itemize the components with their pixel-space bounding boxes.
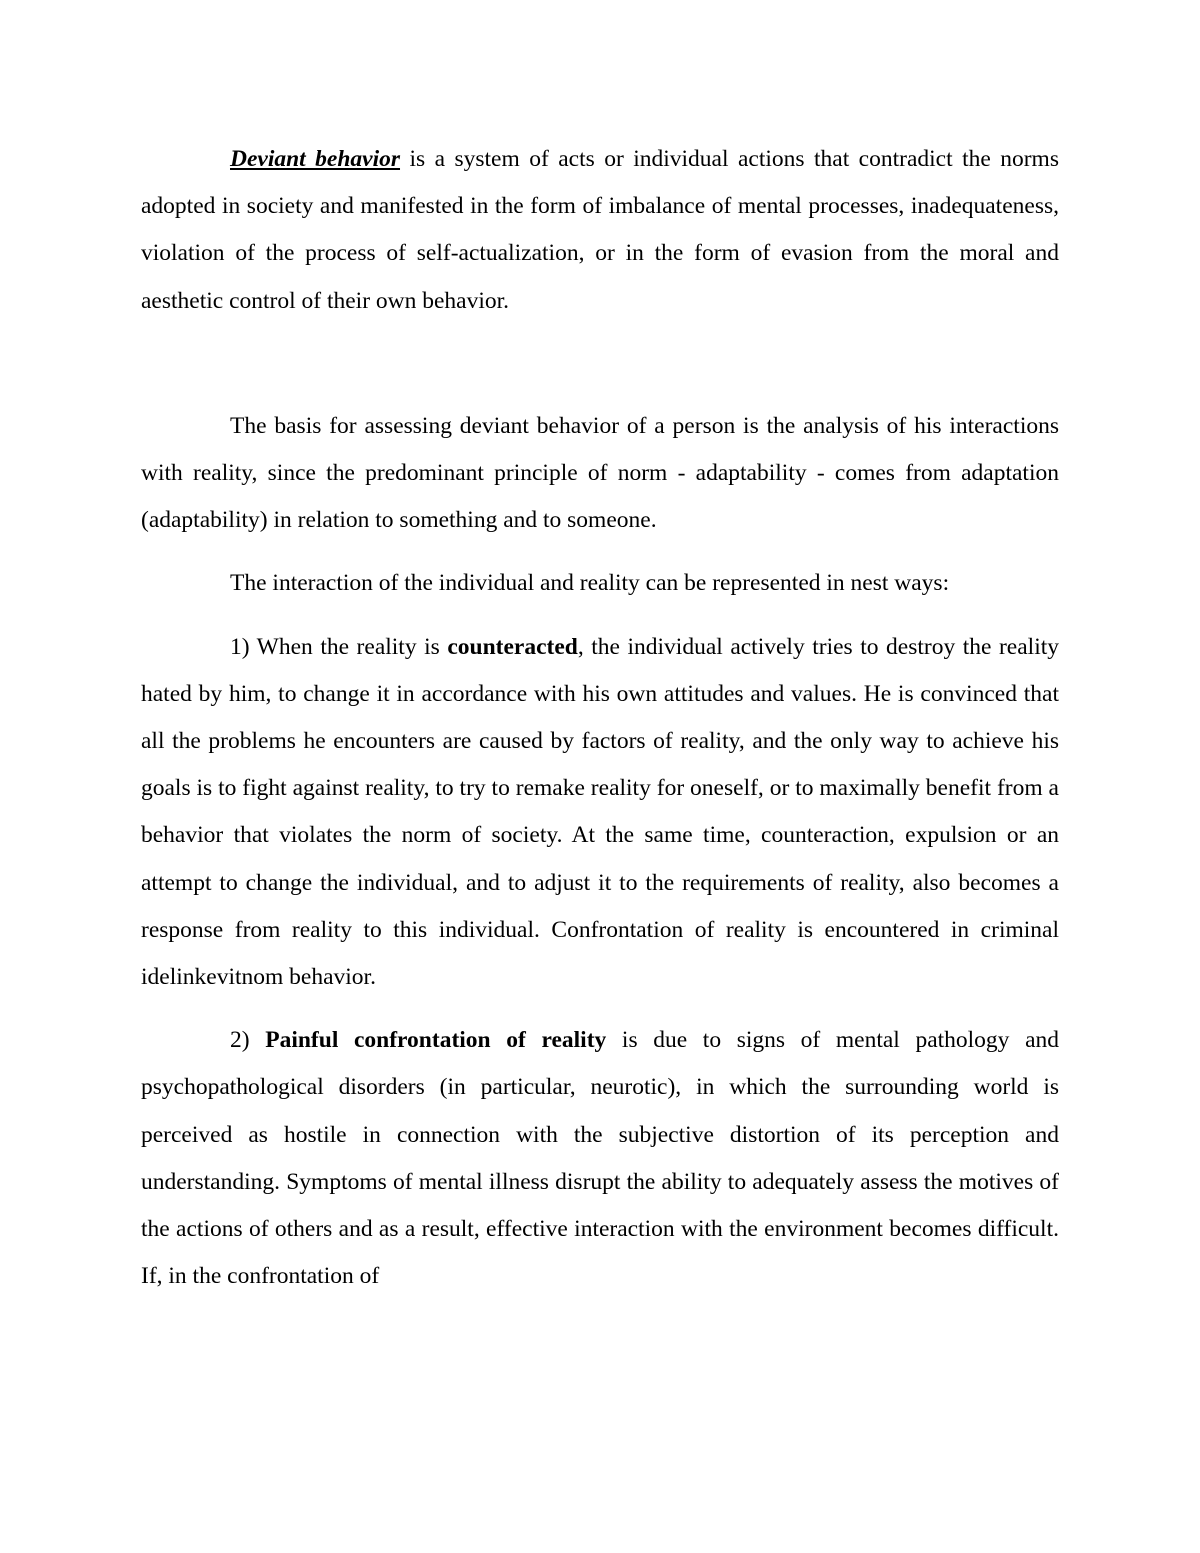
defined-term: Deviant behavior — [230, 146, 401, 172]
item-prefix: 1) When the reality is — [230, 633, 448, 660]
paragraph-interaction — [141, 560, 1059, 607]
bold-term: Painful confrontation of reality — [265, 1027, 607, 1054]
paragraph-text: The basis for assessing deviant behavior of a person is the analysis of his interactions with reality, since the predominant principle of norm - adaptability - comes from adaptation (adaptability) in relation to something and to someone. — [141, 412, 1059, 534]
item-prefix: 2) — [230, 1027, 266, 1054]
paragraph-text: The interaction of the individual and reality can be represented in nest ways: — [230, 570, 950, 597]
paragraph-definition — [141, 136, 1059, 325]
paragraph-text: is a system of acts or individual actions that contradict the norms adopted in society and manifested in the form of imbalance of mental processes, inadequateness, violation of the process of self-actualization, or in the form of evasion from the moral and aesthetic control of their own behavior. — [141, 146, 1059, 314]
paragraph-item-2 — [141, 1017, 1059, 1300]
paragraph-item-1 — [141, 624, 1059, 1002]
paragraph-text: is due to signs of mental pathology and psychopathological disorders (in particular, neurotic), in which the surrounding world is perceived as hostile in connection with the subjective distortion of its perception and understanding. Symptoms of mental illness disrupt the ability to adequately assess the motives of the actions of others and as a result, effective interaction with the environment becomes difficult. If, in the confrontation of — [141, 1027, 1059, 1290]
paragraph-text: , the individual actively tries to destroy the reality hated by him, to change it in accordance with his own attitudes and values. He is convinced that all the problems he encounters are caused by factors of reality, and the only way to achieve his goals is to fight against reality, to try to remake reality for oneself, or to maximally benefit from a behavior that violates the norm of society. At the same time, counteraction, expulsion or an attempt to change the individual, and to adjust it to the requirements of reality, also becomes a response from reality to this individual. Confrontation of reality is encountered in criminal idelinkevitnom behavior. — [141, 633, 1059, 991]
paragraph-basis — [141, 403, 1059, 545]
document-body — [141, 136, 1059, 1300]
bold-term: counteracted — [447, 633, 578, 660]
